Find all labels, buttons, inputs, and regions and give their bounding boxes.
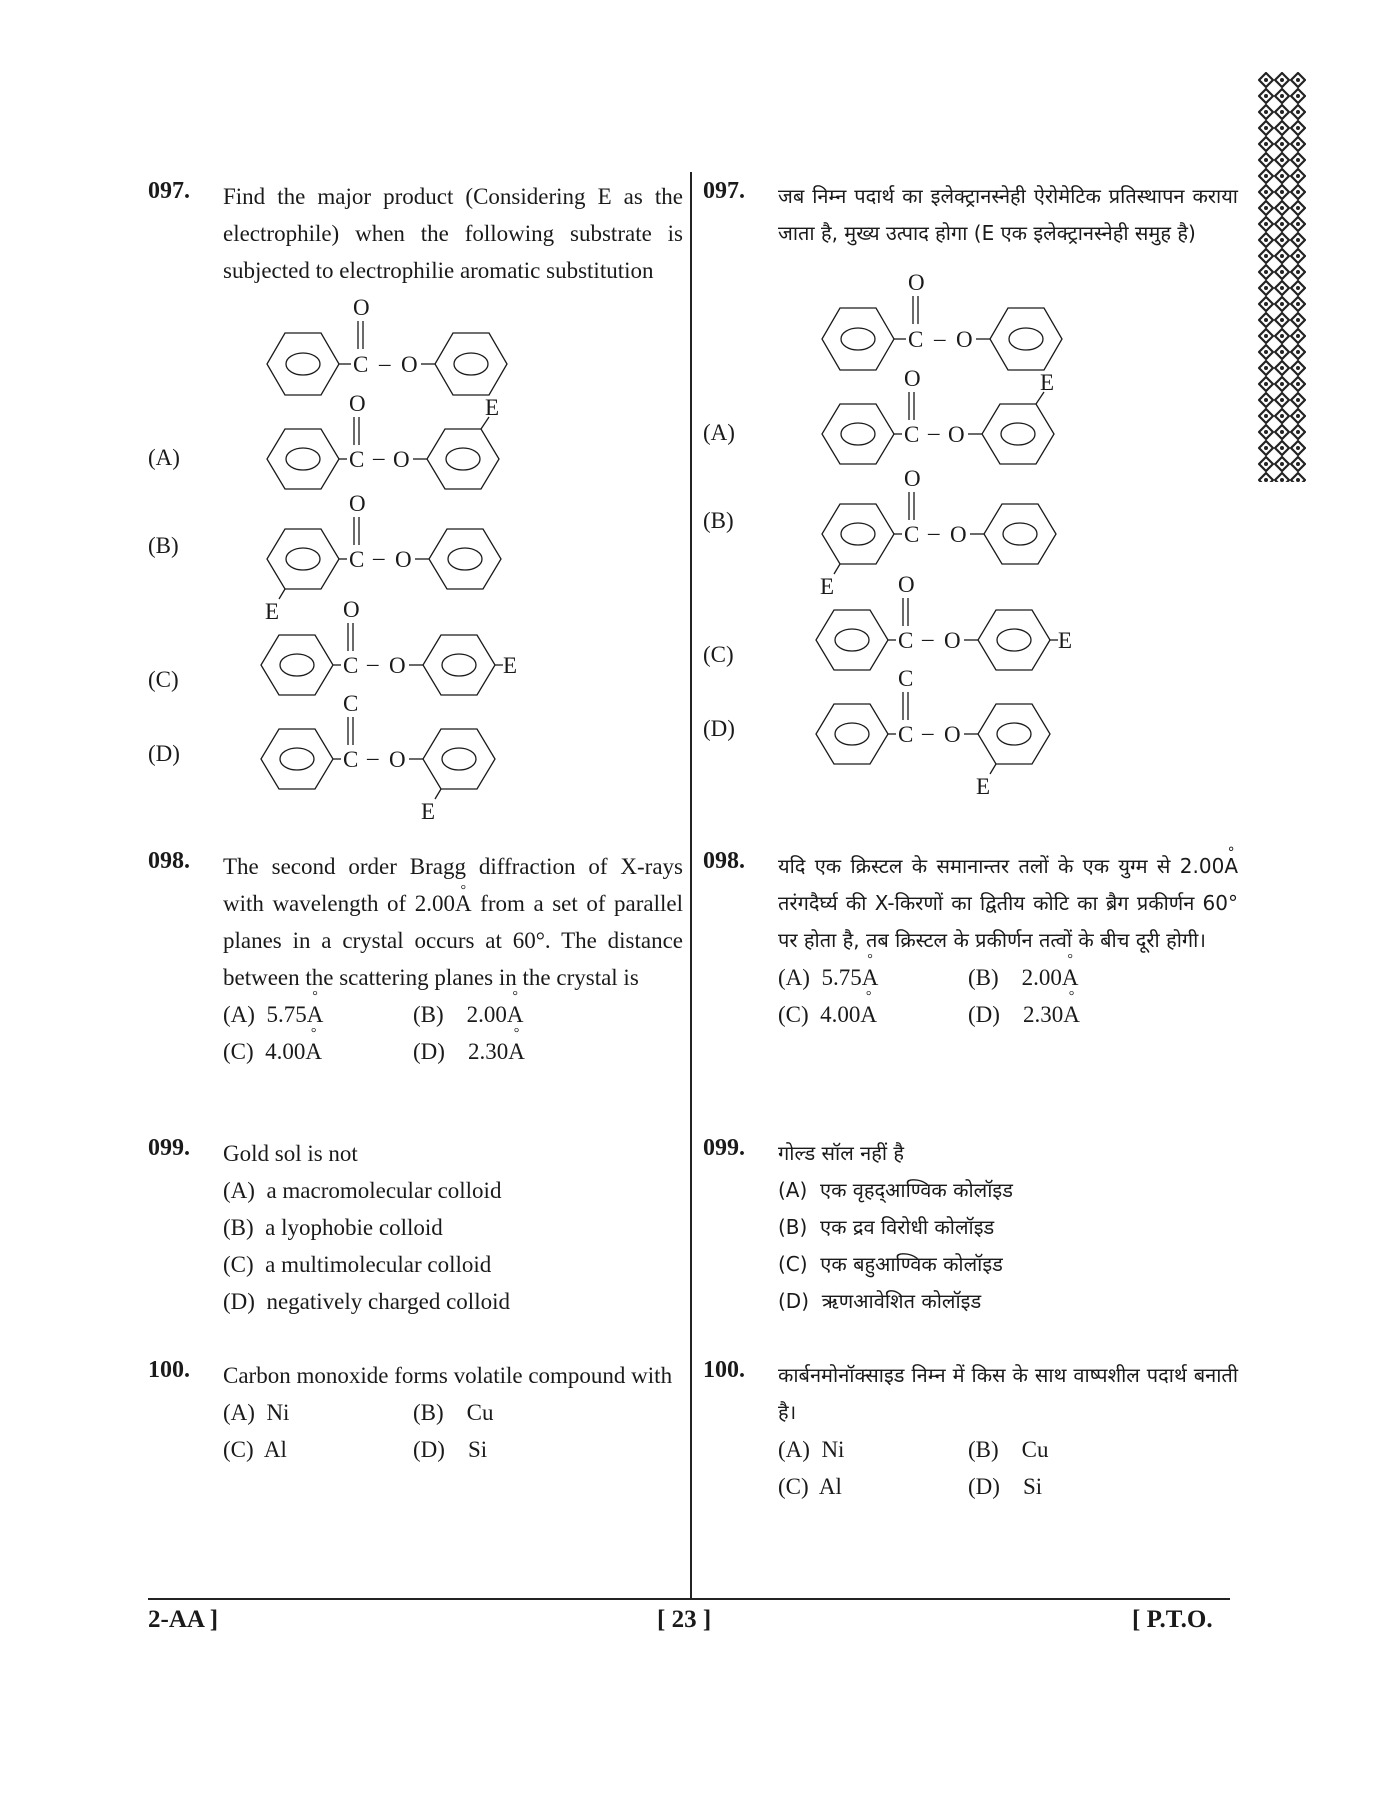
substrate-structure	[148, 289, 683, 824]
option-b: (B) Cu	[413, 1399, 494, 1425]
svg-text:C: C	[908, 327, 924, 352]
svg-text:–: –	[928, 520, 940, 545]
svg-text:C: C	[898, 666, 914, 691]
option-a: (A) Ni	[778, 1436, 845, 1462]
options-grid	[778, 1431, 1238, 1505]
option-c-structure	[703, 572, 1072, 670]
option-b: (B) Cu	[968, 1436, 1049, 1462]
svg-text:O: O	[944, 722, 961, 747]
svg-text:O: O	[343, 597, 360, 622]
svg-text:E: E	[1058, 628, 1073, 653]
question-text: यदि एक क्रिस्टल के समानान्तर तलों के एक युग्म से 2.00° A तरंगदैर्घ्य की X-किरणों का द्वितीय कोटि का ब्रैग प्रकीर्णन 60° पर होता है, तब क्रिस्टल के प्रकीर्णन तत्वों के बीच दूरी होगी।	[778, 848, 1238, 959]
svg-text:O: O	[948, 422, 965, 447]
question-099-hi	[703, 1135, 1238, 1357]
option-label: (B)	[148, 533, 179, 558]
booklet-code: 2-AA ]	[148, 1606, 219, 1633]
svg-text:O: O	[389, 653, 406, 678]
question-number: 098.	[703, 848, 745, 874]
question-number: 098.	[148, 848, 190, 874]
option-label: (A)	[148, 445, 180, 470]
svg-text:O: O	[353, 295, 370, 320]
svg-text:–: –	[928, 420, 940, 445]
svg-text:C: C	[343, 691, 359, 716]
svg-text:O: O	[349, 391, 366, 416]
svg-text:E: E	[485, 395, 500, 420]
option-label: (C)	[703, 642, 734, 667]
svg-text:O: O	[908, 270, 925, 295]
option-d-structure	[703, 666, 1050, 799]
option-a: (A) 5.75° A	[223, 1002, 413, 1028]
question-text: Find the major product (Considering E as the electrophile) when the following substrate is subjected to electrophilie aromatic substitution	[223, 184, 683, 283]
option-d-structure	[148, 691, 495, 824]
svg-text:O: O	[944, 628, 961, 653]
angstrom-unit: ° A	[455, 885, 472, 922]
option-d: (D) negatively charged colloid	[223, 1289, 510, 1314]
svg-text:E: E	[265, 599, 280, 624]
option-a: (A) a macromolecular colloid	[223, 1178, 502, 1203]
svg-text:C: C	[904, 422, 920, 447]
svg-text:E: E	[1040, 370, 1055, 395]
svg-text:O: O	[349, 491, 366, 516]
option-label: (D)	[703, 716, 735, 741]
option-a-structure	[148, 391, 499, 489]
options-list	[223, 1172, 683, 1320]
option-c: (C) Al	[778, 1473, 842, 1499]
column-divider	[690, 172, 692, 1598]
svg-text:C: C	[898, 628, 914, 653]
option-d: (D) Si	[968, 1473, 1043, 1499]
question-text: The second order Bragg diffraction of X-rays with wavelength of 2.00° A from a set of parallel planes in a crystal occurs at 60°. The distance between the scattering planes in the crystal is	[223, 848, 683, 996]
question-099-en	[148, 1135, 683, 1357]
question-098-hi	[703, 848, 1238, 1135]
svg-text:–: –	[373, 545, 385, 570]
question-number: 100.	[148, 1357, 190, 1383]
option-b: (B) 2.00° A	[968, 965, 1158, 991]
phenyl-benzoate-substrate	[267, 295, 507, 395]
svg-text:C: C	[349, 547, 365, 572]
svg-text:O: O	[956, 327, 973, 352]
question-text: Carbon monoxide forms volatile compound with	[223, 1363, 673, 1388]
option-b: (B) एक द्रव विरोधी कोलॉइड	[778, 1215, 995, 1239]
svg-text:C: C	[353, 352, 369, 377]
option-b: (B) 2.00° A	[413, 1002, 603, 1028]
option-c: (C) 4.00° A	[778, 1002, 968, 1028]
svg-text:C: C	[898, 722, 914, 747]
svg-text:C: C	[343, 747, 359, 772]
question-number: 097.	[703, 178, 745, 204]
svg-text:O: O	[950, 522, 967, 547]
option-d: (D) 2.30° A	[968, 1002, 1158, 1028]
page-number: [ 23 ]	[657, 1606, 712, 1633]
svg-text:–: –	[367, 745, 379, 770]
option-label: (B)	[703, 508, 734, 533]
angstrom-unit: ° A	[1224, 848, 1238, 885]
question-number: 097.	[148, 178, 190, 204]
svg-text:O: O	[904, 366, 921, 391]
options-list	[778, 1172, 1238, 1320]
svg-text:C: C	[343, 653, 359, 678]
option-d: (D) Si	[413, 1436, 488, 1462]
option-a: (A) Ni	[223, 1399, 290, 1425]
svg-text:–: –	[934, 326, 946, 351]
question-text: जब निम्न पदार्थ का इलेक्ट्रानस्नेही ऐरोमेटिक प्रतिस्थापन कराया जाता है, मुख्य उत्पाद होगा (E एक इलेक्ट्रानस्नेही समुह है)	[778, 184, 1238, 245]
svg-text:–: –	[373, 445, 385, 470]
question-text: कार्बनमोनॉक्साइड निम्न में किस के साथ वाष्पशील पदार्थ बनाती है।	[778, 1363, 1238, 1424]
question-100-en	[148, 1357, 683, 1468]
svg-text:E: E	[820, 574, 835, 599]
svg-text:–: –	[922, 626, 934, 651]
options-grid	[223, 996, 683, 1070]
option-a-structure	[703, 366, 1054, 464]
svg-text:–: –	[367, 651, 379, 676]
phenyl-benzoate-substrate	[822, 270, 1062, 370]
option-c-structure	[148, 597, 517, 695]
question-100-hi	[703, 1357, 1238, 1505]
svg-text:–: –	[379, 351, 391, 376]
option-b-structure	[703, 466, 1056, 599]
option-c: (C) a multimolecular colloid	[223, 1252, 492, 1277]
question-097-en	[148, 178, 683, 848]
svg-text:O: O	[904, 466, 921, 491]
option-label: (C)	[148, 667, 179, 692]
footer-rule	[148, 1598, 1230, 1600]
options-grid	[778, 959, 1238, 1033]
option-label: (D)	[148, 741, 180, 766]
question-098-en	[148, 848, 683, 1135]
substrate-structure	[703, 264, 1238, 799]
svg-text:–: –	[922, 720, 934, 745]
question-text: Gold sol is not	[223, 1141, 358, 1166]
pto-label: [ P.T.O.	[1132, 1606, 1213, 1633]
question-number: 100.	[703, 1357, 745, 1383]
option-b: (B) a lyophobie colloid	[223, 1215, 443, 1240]
question-text: गोल्ड सॉल नहीं है	[778, 1141, 904, 1165]
english-column	[148, 178, 683, 1468]
option-d: (D) ऋणआवेशित कोलॉइड	[778, 1289, 982, 1313]
svg-text:O: O	[389, 747, 406, 772]
option-a: (A) एक वृहद्आण्विक कोलॉइड	[778, 1178, 1013, 1202]
svg-text:E: E	[976, 774, 991, 799]
question-number: 099.	[703, 1135, 745, 1161]
svg-text:O: O	[401, 352, 418, 377]
options-grid	[223, 1394, 683, 1468]
svg-text:O: O	[898, 572, 915, 597]
option-c: (C) 4.00° A	[223, 1039, 413, 1065]
margin-pattern-decoration	[1258, 72, 1306, 482]
svg-text:E: E	[503, 653, 518, 678]
question-number: 099.	[148, 1135, 190, 1161]
option-d: (D) 2.30° A	[413, 1039, 603, 1065]
option-label: (A)	[703, 420, 735, 445]
option-b-structure	[148, 491, 501, 624]
option-c: (C) एक बहुआण्विक कोलॉइड	[778, 1252, 1003, 1276]
option-c: (C) Al	[223, 1436, 287, 1462]
svg-text:C: C	[349, 447, 365, 472]
svg-text:O: O	[393, 447, 410, 472]
question-097-hi	[703, 178, 1238, 848]
svg-text:C: C	[904, 522, 920, 547]
svg-text:E: E	[421, 799, 436, 824]
option-a: (A) 5.75° A	[778, 965, 968, 991]
svg-text:O: O	[395, 547, 412, 572]
hindi-column	[703, 178, 1238, 1505]
